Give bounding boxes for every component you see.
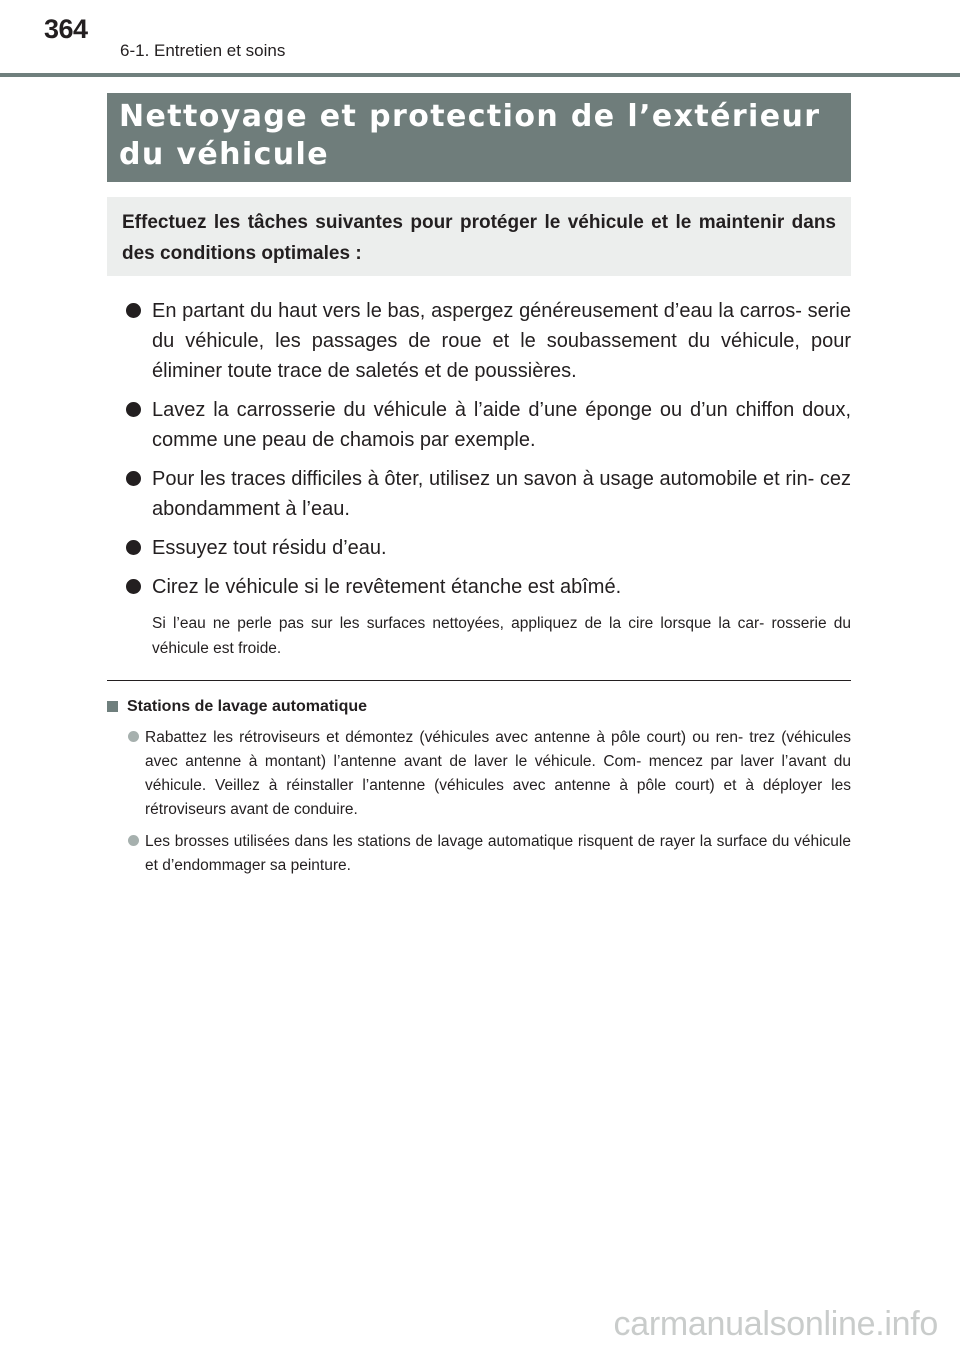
cleaning-steps-list — [126, 296, 851, 661]
square-bullet-icon — [107, 701, 118, 712]
bullet-icon — [126, 303, 141, 318]
list-item — [126, 395, 851, 455]
list-item-text: Les brosses utilisées dans les stations de lavage automatique risquent de rayer la surface du véhicule et d’endommager sa peinture. — [145, 833, 851, 874]
list-item-text: Lavez la carrosserie du véhicule à l’aide d’une éponge ou d’un chiffon doux, comme une peau de chamois par exemple. — [152, 399, 851, 451]
list-item-text: Essuyez tout résidu d’eau. — [152, 537, 387, 559]
section-label: 6-1. Entretien et soins — [120, 41, 286, 60]
list-item — [107, 830, 851, 878]
header-rule — [0, 73, 960, 77]
list-item — [126, 533, 851, 563]
subsection-heading-text: Stations de lavage automatique — [127, 698, 368, 715]
bullet-icon — [126, 471, 141, 486]
section-divider — [107, 680, 851, 681]
page-title-line-2: du véhicule — [119, 137, 329, 172]
title-banner — [107, 93, 851, 182]
intro-text: Effectuez les tâches suivantes pour protéger le véhicule et le maintenir dans des conditions optimales : — [122, 212, 836, 264]
wax-note: Si l’eau ne perle pas sur les surfaces nettoyées, appliquez de la cire lorsque la car- rosserie du véhicule est froide. — [152, 615, 851, 657]
list-item — [107, 726, 851, 822]
list-item-text: En partant du haut vers le bas, aspergez généreusement d’eau la carros- serie du véhicule, les passages de roue et le soubassement du véhicule, pour éliminer toute trace de saletés et de poussières. — [152, 300, 851, 382]
subsection-heading — [107, 696, 851, 718]
bullet-icon — [126, 579, 141, 594]
list-item — [126, 296, 851, 386]
bullet-icon — [126, 540, 141, 555]
list-item-text: Pour les traces difficiles à ôter, utilisez un savon à usage automobile et rin- cez abondamment à l’eau. — [152, 468, 851, 520]
list-item-text: Cirez le véhicule si le revêtement étanche est abîmé. — [152, 576, 622, 598]
intro-box — [107, 197, 851, 276]
list-item — [126, 572, 851, 602]
list-item — [126, 464, 851, 524]
watermark: carmanualsonline.info — [613, 1305, 938, 1343]
page-number: 364 — [44, 14, 88, 44]
list-item-text: Rabattez les rétroviseurs et démontez (véhicules avec antenne à pôle court) ou ren- trez (véhicules avec antenne à montant) l’antenne avant de laver le véhicule. Com- mencez par laver l’avant du véhicule. Veillez à réinstaller l’antenne (véhicules avec antenne à pôle court) et à déployer les rétroviseurs avant de conduire. — [145, 729, 851, 818]
page-title-line-1: Nettoyage et protection de l’extérieur — [119, 99, 821, 134]
automatic-wash-section — [107, 696, 851, 878]
bullet-icon — [128, 731, 139, 742]
bullet-icon — [128, 835, 139, 846]
bullet-icon — [126, 402, 141, 417]
